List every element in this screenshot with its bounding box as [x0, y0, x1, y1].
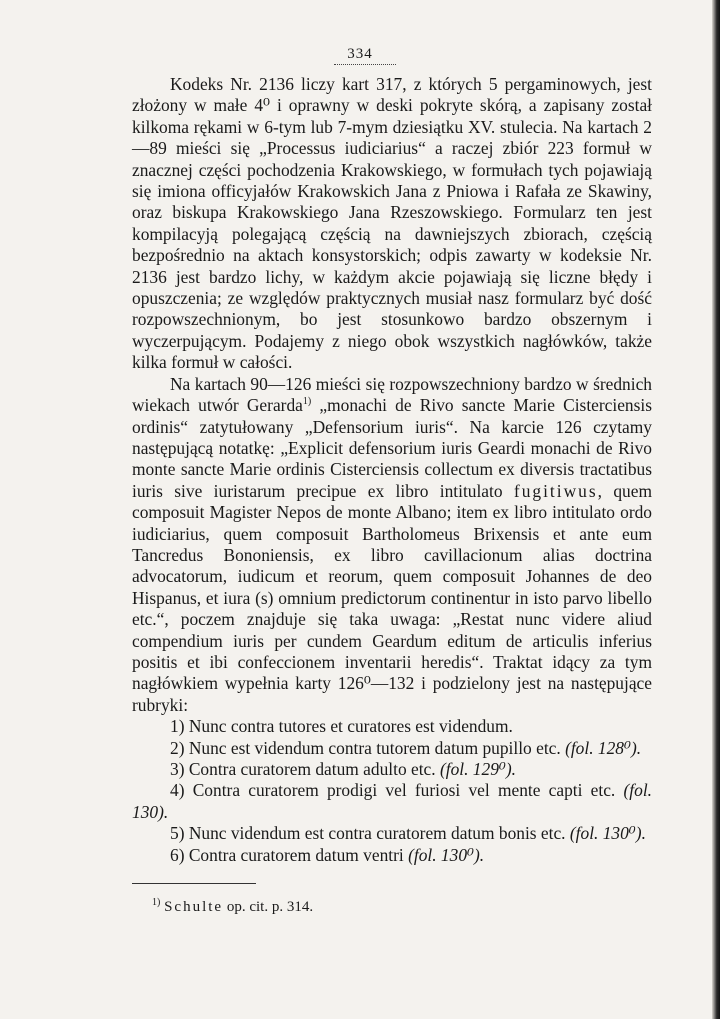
paragraph2-part2: „monachi de Rivo sancte Marie Cisterciensis ordinis“ zatytułowany „Defensorium iuris“. Na karcie 126 czytamy następującą notatkę: „Explicit defensorium iuris Geardi monachi de Rivo monte sancte Marie ordinis Cisterciensis collectum ex diversis tractatibus iuris sive iuristarum precipue ex libro intitulato	[132, 395, 652, 501]
rubric-text: 1) Nunc contra tutores et curatores est videndum.	[170, 716, 513, 737]
footnote-reference: 1)	[302, 396, 312, 408]
rubric-text: 2) Nunc est videndum contra tutorem datum pupillo etc.	[170, 737, 566, 758]
footnote-separator	[132, 883, 256, 884]
page-number: 334	[347, 46, 373, 62]
folio-reference: (fol. 129⁰).	[439, 759, 516, 779]
rubric-text: 4) Contra curatorem prodigi vel furiosi vel mente capti etc.	[170, 780, 624, 801]
rubric-item	[132, 823, 652, 844]
footnote-citation: op. cit. p. 314.	[223, 899, 314, 915]
footnote	[152, 898, 632, 916]
rubric-item	[132, 780, 652, 823]
spaced-title-fugitiwus: fugitiwus	[513, 480, 598, 501]
rubric-item	[132, 845, 652, 866]
page-number-rule	[334, 64, 396, 66]
footnote-marker: 1)	[152, 897, 161, 908]
paragraph-gerard-defensorium	[132, 374, 652, 717]
folio-reference: (fol. 130⁰).	[408, 844, 485, 865]
paragraph2-part3: , quem composuit Magister Nepos de monte Albano; item ex libro intitulato ordo iudiciarius, quem composuit Bartholomeus Brixensis et ante eum Tancredus Bononiensis, ex libro cavillacionum alias doctrina advocatorum, iudicum et reorum, quem composuit Johannes de deo Hispanus, et iura (s) omnium predictorum continentur in isto parvo libello etc.“, poczem znajduje się taka uwaga: „Restat nunc videre aliud compendium iuris per cundem Geardum editum de articulis inferius positis et ibi confeccionem inventarii heredis“. Traktat idący za tym nagłówkiem wypełnia karty 126⁰—132 i podzielony jest na następujące rubryki:	[132, 480, 652, 715]
rubric-item	[132, 759, 652, 780]
rubric-list	[132, 716, 652, 866]
folio-reference: (fol. 128⁰).	[565, 737, 642, 758]
footnote-author: Schulte	[164, 899, 224, 915]
main-text	[132, 74, 652, 866]
rubric-text: 5) Nunc videndum est contra curatorem datum bonis etc.	[170, 823, 570, 844]
rubric-item	[132, 738, 652, 759]
paragraph2-part1: Na kartach 90—126 mieści się rozpowszechniony bardzo w średnich wiekach utwór Gerarda	[132, 373, 652, 416]
rubric-item	[132, 716, 652, 737]
folio-reference: (fol. 130).	[132, 780, 652, 822]
folio-reference: (fol. 130⁰).	[569, 823, 646, 844]
scan-edge	[712, 0, 720, 1019]
rubric-text: 6) Contra curatorem datum ventri	[170, 844, 409, 865]
paragraph-codex-description: Kodeks Nr. 2136 liczy kart 317, z których 5 pergaminowych, jest złożony w małe 4⁰ i oprawny w deski pokryte skórą, a zapisany został kilkoma rękami w 6-tym lub 7-mym dziesiątku XV. stulecia. Na kartach 2—89 mieści się „Processus iudiciarius“ a raczej zbiór 223 formuł w znacznej części pochodzenia Krakowskiego, w formułach tych pojawiają się imiona officyjałów Krakowskich Jana z Pniowa i Rafała ze Skawiny, oraz biskupa Krakowskiego Jana Rzeszowskiego. Formularz ten jest kompilacyją polegającą częścią na dawniejszych zbiorach, częścią bezpośrednio na aktach konsystorskich; odpis zawarty w kodeksie Nr. 2136 jest bardzo lichy, w każdym akcie pojawiają się liczne błędy i opuszczenia; ze względów praktycznych musiał nasz formularz być dość rozpowszechnionym, bo jest stosunkowo bardzo obszernym i wyczerpującym. Podajemy z niego obok wszystkich nagłówków, także kilka formuł w całości.	[132, 74, 652, 373]
rubric-text: 3) Contra curatorem datum adulto etc.	[170, 759, 440, 779]
